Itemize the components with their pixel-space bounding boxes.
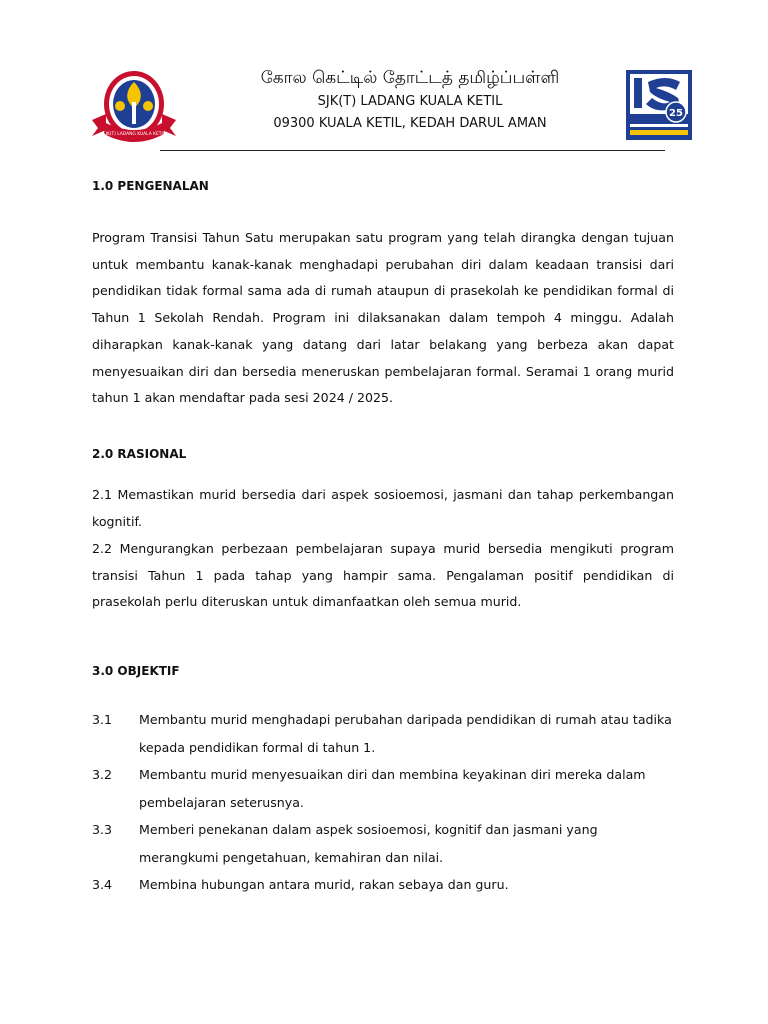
objectives-list	[92, 706, 674, 899]
list-item-number: 3.2	[92, 767, 113, 782]
list-item	[92, 816, 674, 871]
is-25-badge-logo	[626, 70, 692, 140]
list-item-text: Membantu murid menghadapi perubahan daripada pendidikan di rumah atau tadika kepada pendidikan formal di tahun 1.	[139, 712, 672, 755]
list-item	[92, 706, 674, 761]
school-name-tamil: கோல கெட்டில் தோட்டத் தமிழ்ப்பள்ளி	[260, 68, 560, 88]
list-item-text: Membantu murid menyesuaikan diri dan membina keyakinan diri mereka dalam pembelajaran seterusnya.	[139, 767, 646, 810]
list-item	[92, 761, 674, 816]
list-item-number: 3.3	[92, 822, 113, 837]
school-address: 09300 KUALA KETIL, KEDAH DARUL AMAN	[273, 116, 547, 131]
list-item	[92, 871, 674, 899]
rationale-item: 2.2 Mengurangkan perbezaan pembelajaran supaya murid bersedia mengikuti program transisi Tahun 1 pada tahap yang hampir sama. Pengalaman positif pendidikan di prasekolah perlu diteruskan untuk dimanfaatkan oleh semua murid.	[92, 541, 674, 610]
list-item-text: Membina hubungan antara murid, rakan sebaya dan guru.	[139, 877, 509, 892]
list-item-number: 3.1	[92, 712, 113, 727]
section-heading-intro: 1.0 PENGENALAN	[92, 179, 209, 193]
school-crest-logo	[86, 64, 182, 148]
school-name: SJK(T) LADANG KUALA KETIL	[317, 94, 503, 109]
badge-number: 25	[669, 108, 683, 119]
section-heading-rationale: 2.0 RASIONAL	[92, 447, 187, 461]
rationale-item: 2.1 Memastikan murid bersedia dari aspek sosioemosi, jasmani dan tahap perkembangan kognitif.	[92, 487, 674, 529]
list-item-number: 3.4	[92, 877, 113, 892]
crest-motto: SJK(T) LADANG KUALA KETIL	[102, 132, 166, 137]
section-heading-objectives: 3.0 OBJEKTIF	[92, 664, 180, 678]
list-item-text: Memberi penekanan dalam aspek sosioemosi, kognitif dan jasmani yang merangkumi pengetahuan, kemahiran dan nilai.	[139, 822, 598, 865]
header-divider	[160, 150, 665, 151]
intro-paragraph: Program Transisi Tahun Satu merupakan satu program yang telah dirangka dengan tujuan untuk membantu kanak-kanak menghadapi perubahan diri dalam keadaan transisi dari pendidikan tidak formal sama ada di rumah ataupun di prasekolah ke pendidikan formal di Tahun 1 Sekolah Rendah. Program ini dilaksanakan dalam tempoh 4 minggu. Adalah diharapkan kanak-kanak yang datang dari latar belakang yang berbeza akan dapat menyesuaikan diri dan bersedia meneruskan pembelajaran formal. Seramai 1 orang murid tahun 1 akan mendaftar pada sesi 2024 / 2025.	[92, 230, 674, 406]
